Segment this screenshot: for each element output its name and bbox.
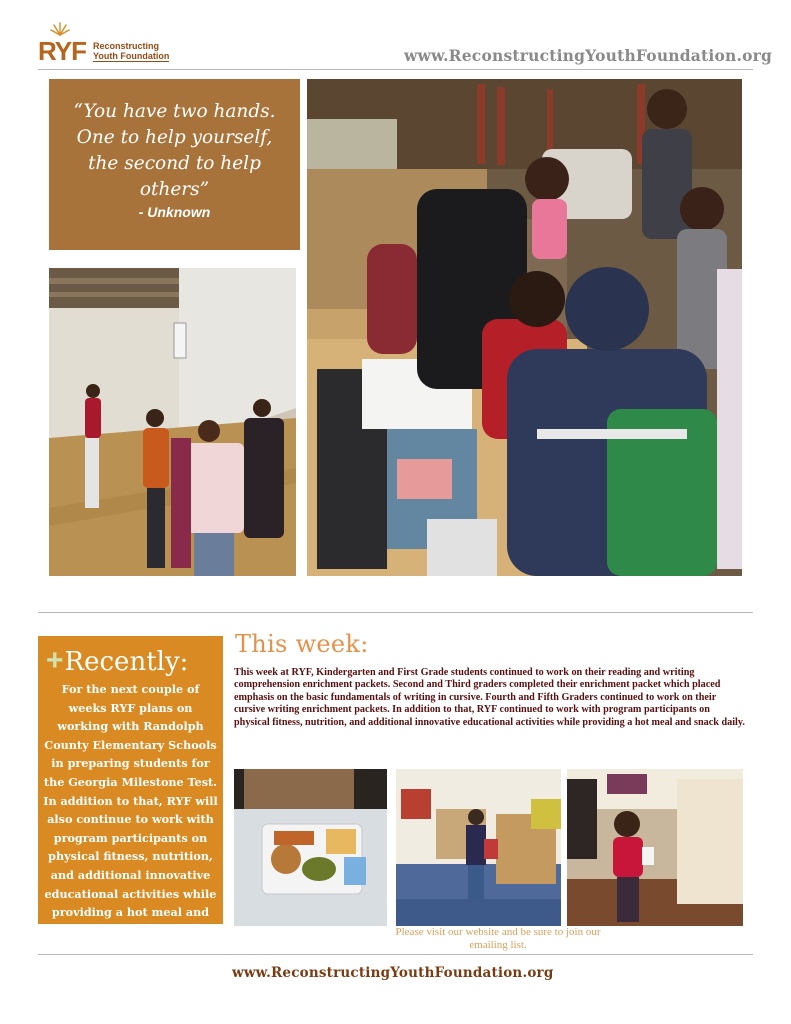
logo-mark-text: RYF (38, 36, 87, 66)
student-photo (567, 769, 743, 926)
this-week-body: This week at RYF, Kindergarten and First Grade students continued to work on their reading and writing comprehension enrichment packets. Second and Third graders completed their enrichment packet which placed emphasis on the basic fundamentals of writing in cursive. Fourth and Fifth Graders continued to work on their cursive writing enrichment packets. In addition to that, RYF continued to work with program participants on physical fitness, nutrition, and additional innovative educational activities while providing a hot meal and snack daily. (234, 667, 745, 728)
header-divider (38, 69, 753, 70)
footer-website-link[interactable]: www.ReconstructingYouthFoundation.org (232, 965, 554, 981)
quote-text: “You have two hands. One to help yourself, the second to help others” (73, 101, 276, 200)
gym-photo (49, 268, 296, 576)
recently-heading (46, 644, 188, 678)
meal-tray-photo (234, 769, 387, 926)
logo (38, 36, 86, 67)
quote-author: - Unknown (138, 204, 211, 220)
sunburst-icon (50, 20, 70, 36)
library-photo (307, 79, 742, 576)
section-divider (38, 612, 753, 613)
recently-box (38, 636, 223, 938)
recently-heading-text: Recently: (64, 647, 189, 677)
logo-text (93, 41, 169, 62)
this-week-heading: This week: (235, 630, 369, 658)
classroom-photo (396, 769, 561, 926)
recently-body: For the next couple of weeks RYF plans on working with Randolph County Elementary Schools in preparing students for the Georgia Milestone Test. In addition to that, RYF will also continue to work with program participants on physical fitness, nutrition, and additional innovative educational activities while providing a hot meal and snack daily. (43, 682, 218, 938)
visit-website-note: Please visit our website and be sure to join our emailing list. (395, 926, 601, 951)
quote-box (49, 79, 300, 250)
footer-divider (38, 954, 753, 955)
logo-line-2: Youth Foundation (93, 51, 170, 61)
logo-line-1: Reconstructing (93, 41, 160, 51)
header-website-link[interactable]: www.ReconstructingYouthFoundation.org (404, 46, 773, 65)
plus-icon: + (46, 644, 64, 677)
